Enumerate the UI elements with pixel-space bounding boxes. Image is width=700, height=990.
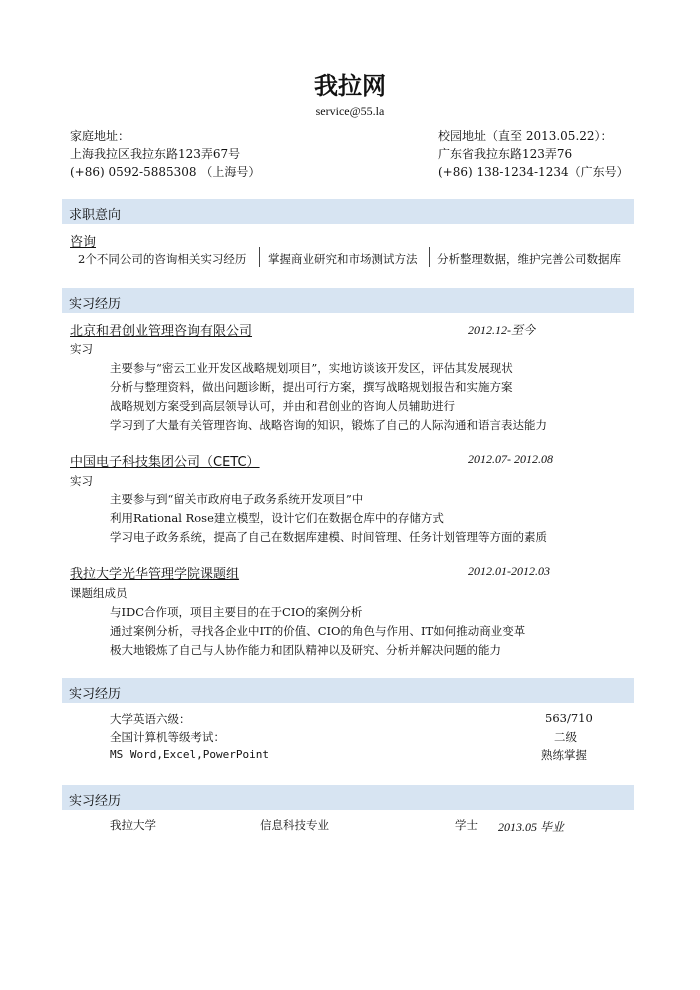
job-role: 实习 (70, 474, 93, 488)
objective-field: 咨询 (70, 235, 97, 250)
degree: 学士 (455, 818, 478, 832)
job-role: 课题组成员 (70, 586, 128, 600)
objective-point-2: 掌握商业研究和市场测试方法 (268, 252, 418, 266)
company-name: 我拉大学光华管理学院课题组 (70, 567, 240, 582)
skill-value: 熟练掌握 (541, 748, 587, 762)
section-header-objective (62, 199, 634, 224)
job-date: 2012.01-2012.03 (468, 564, 550, 578)
company-name: 北京和君创业管理咨询有限公司 (70, 324, 253, 339)
section-header-education (62, 785, 634, 810)
section-header-internships (62, 288, 634, 313)
objective-point-1: 2个不同公司的咨询相关实习经历 (78, 252, 247, 266)
job-date: 2012.07- 2012.08 (468, 452, 553, 466)
job-detail: 与IDC合作项，项目主要目的在于CIO的案例分析 (110, 605, 363, 619)
job-detail: 主要参与到“留关市政府电子政务系统开发项目”中 (110, 492, 364, 506)
job-date: 2012.12-至今 (468, 323, 535, 337)
skill-value: 563/710 (545, 711, 593, 725)
section-title: 求职意向 (69, 208, 122, 223)
skill-name: MS Word,Excel,PowerPoint (110, 748, 269, 761)
job-detail: 学习到了大量有关管理咨询、战略咨询的知识，锻炼了自己的人际沟通和语言表达能力 (110, 418, 547, 432)
resume-name: 我拉网 (314, 72, 386, 100)
skill-name: 大学英语六级： (110, 712, 191, 726)
company-name: 中国电子科技集团公司（CETC） (70, 455, 260, 470)
job-detail: 学习电子政务系统，提高了自己在数据库建模、时间管理、任务计划管理等方面的素质 (110, 530, 547, 544)
job-detail: 主要参与“密云工业开发区战略规划项目”，实地访谈该开发区，评估其发展现状 (110, 361, 513, 375)
skill-name: 全国计算机等级考试： (110, 730, 225, 744)
divider (429, 247, 430, 267)
job-detail: 战略规划方案受到高层领导认可，并由和君创业的咨询人员辅助进行 (110, 399, 455, 413)
section-title: 实习经历 (69, 687, 122, 702)
divider (259, 247, 260, 267)
home-address: 上海我拉区我拉东路123弄67号 (70, 147, 241, 161)
graduation-date: 2013.05 毕业 (498, 820, 565, 834)
section-header-skills (62, 678, 634, 703)
job-detail: 极大地锻炼了自己与人协作能力和团队精神以及研究、分析并解决问题的能力 (110, 643, 501, 657)
email: service@55.la (315, 104, 385, 118)
job-detail: 分析与整理资料，做出问题诊断，提出可行方案，撰写战略规划报告和实施方案 (110, 380, 513, 394)
home-phone: (+86) 0592-5885308 （上海号） (70, 165, 261, 179)
campus-phone: (+86) 138-1234-1234（广东号） (438, 165, 629, 179)
job-detail: 通过案例分析，寻找各企业中IT的价值、CIO的角色与作用、IT如何推动商业变革 (110, 624, 526, 638)
objective-point-3: 分析整理数据，维护完善公司数据库 (437, 252, 621, 266)
campus-address: 广东省我拉东路123弄76 (438, 147, 573, 161)
campus-address-label: 校园地址（直至 2013.05.22）： (438, 129, 613, 143)
section-title: 实习经历 (69, 297, 122, 312)
skill-value: 二级 (554, 730, 577, 744)
job-role: 实习 (70, 342, 93, 356)
major: 信息科技专业 (260, 818, 329, 832)
home-address-label: 家庭地址： (70, 129, 131, 143)
section-title: 实习经历 (69, 794, 122, 809)
job-detail: 利用Rational Rose建立模型，设计它们在数据仓库中的存储方式 (110, 511, 444, 525)
school-name: 我拉大学 (110, 818, 156, 832)
